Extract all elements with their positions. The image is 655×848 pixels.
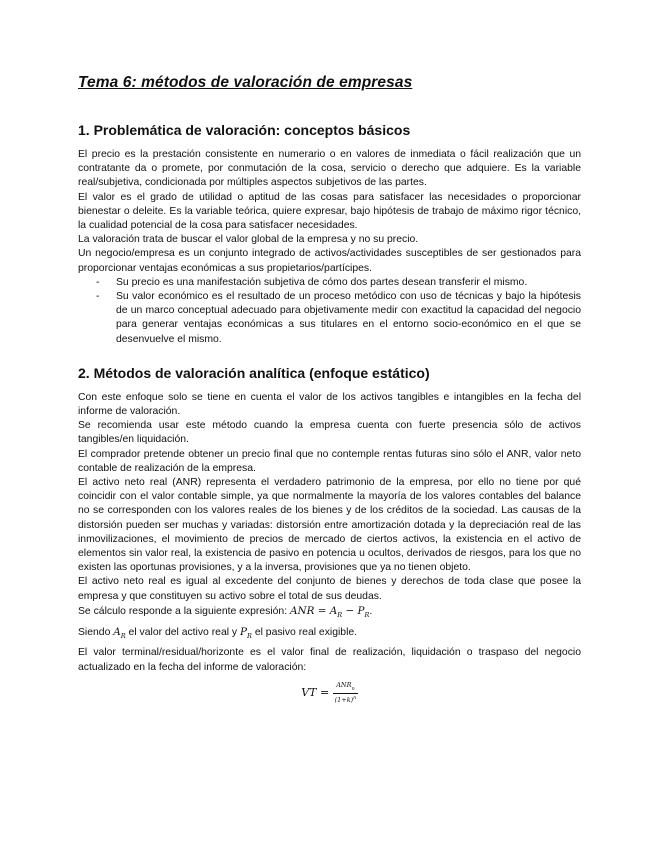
formula-vt-denominator: $(1+k)^n$ [334, 694, 357, 704]
formula-vt-lhs: VT = [301, 685, 330, 699]
section-1-heading: 1. Problemática de valoración: conceptos básicos [78, 122, 411, 138]
bullet-marker: - [96, 276, 100, 288]
siendo-line: Siendo $A_R$ el valor del activo real y $P_R$ el pasivo real exigible. [78, 626, 358, 641]
formula-vt-numerator: $ANR_n$ [333, 681, 358, 694]
bullet-text: Su precio es una manifestación subjetiva de cómo dos partes desean transferir el mismo. [116, 276, 528, 288]
paragraph-negocio: Un negocio/empresa es un conjunto integrado de activos/actividades susceptibles de ser gestionados para proporcionar ventajas económicas a sus propietarios/partícipes. [78, 248, 581, 274]
formula-vt-fraction [333, 681, 358, 704]
paragraph-valor: El valor es el grado de utilidad o aptitud de las cosas para satisfacer las necesidades o proporcionar bienestar o deleite. Es la variable teórica, quiere expresar, bajo hipótesis de trabajo de máximo rigor técnico, la cualidad potencial de la cosa para satisfacer necesidades. [78, 191, 581, 232]
paragraph-valor-terminal: El valor terminal/residual/horizonte es el valor final de realización, liquidación o traspaso del negocio actualizado en la fecha del informe de valoración: [78, 647, 581, 673]
bullet-item [78, 276, 581, 290]
bullet-marker: - [96, 291, 100, 303]
paragraph-valoracion: La valoración trata de buscar el valor global de la empresa y no su precio. [78, 234, 419, 246]
formula-intro: Se cálculo responde a la siguiente expresión: [78, 605, 290, 617]
document-page [78, 74, 581, 704]
paragraph-comprador: El comprador pretende obtener un precio final que no contemple rentas futuras sino sólo el ANR, valor neto contable de realización de la empresa. [78, 448, 581, 474]
paragraph-enfoque: Con este enfoque solo se tiene en cuenta el valor de los activos tangibles e intangibles en la fecha del informe de valoración. [78, 391, 581, 418]
formula-anr: ANR = $A_R - P_R$ [290, 604, 370, 619]
section-2-heading: 2. Métodos de valoración analítica (enfoque estático) [78, 364, 430, 381]
bullet-list [78, 276, 581, 347]
paragraph-anr: El activo neto real (ANR) representa el verdadero patrimonio de la empresa, por ello no tiene por qué coincidir con el valor contable simple, ya que normalmente la mayoría de los valores contables del balance no se corresponden con los valores reales de los bienes y de los créditos de la sociedad. Las causas de la distorsión pueden ser muchas y variadas: distorsión entre amortización dotada y la depreciación real de las inmovilizaciones, el movimiento de precios de mercado de ciertos activos, la existencia en el activo de elementos sin valor real, la existencia de pasivo en potencia u ocultos, derivados de riesgos, para los que no existen las oportunas provisiones, y a la inversa, provisiones que ya no tienen objeto. [78, 477, 581, 574]
bullet-item [78, 290, 581, 347]
paragraph-excedente: El activo neto real es igual al excedente del conjunto de bienes y derechos de toda clase que posee la empresa y que constituyen su activo sobre el total de sus deudas. [78, 576, 581, 602]
document-title: Tema 6: métodos de valoración de empresas [78, 74, 413, 91]
bullet-text: Su valor económico es el resultado de un proceso metódico con uso de técnicas y bajo la hipótesis de un marco conceptual adecuado para objetivamente medir con exactitud la capacidad del negocio para generar ventajas económicas a sus titulares en el entorno socio-económico en el que se desenvuelve el mismo. [116, 291, 581, 345]
paragraph-recomienda: Se recomienda usar este método cuando la empresa cuenta con fuerte presencia sólo de activos tangibles/en liquidación. [78, 420, 581, 446]
formula-anr-line: Se cálculo responde a la siguiente expresión: ANR = $A_R - P_R$. [78, 604, 373, 619]
paragraph-precio: El precio es la prestación consistente en numerario o en valores de inmediata o fácil realización que un contratante da o promete, por conmutación de la cosa, servicio o derecho que adquiere. Es la variable real/subjetiva, condicionada por múltiples aspectos subjetivos de las partes. [78, 149, 581, 189]
formula-vt [78, 681, 581, 704]
